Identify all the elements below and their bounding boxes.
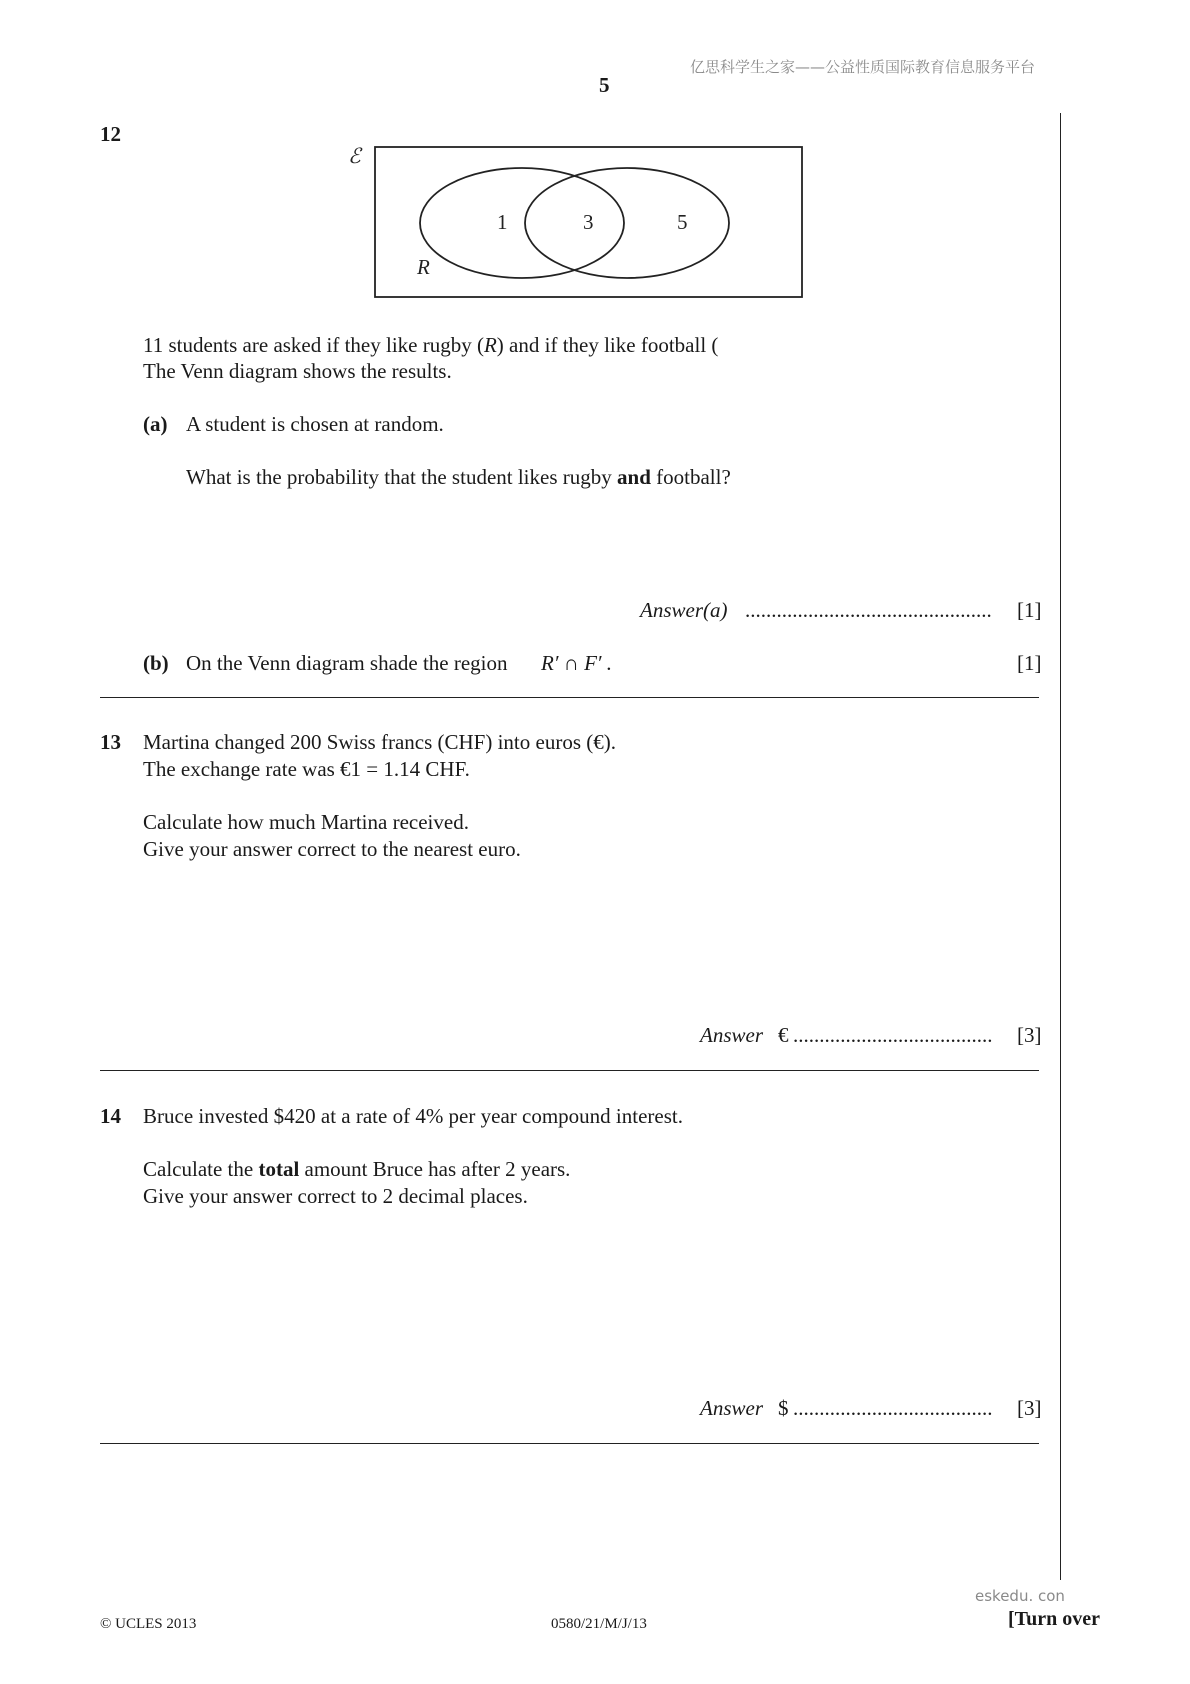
watermark-footer: eskedu. con <box>975 1587 1065 1605</box>
q14-answer-unit: $ <box>778 1396 789 1420</box>
watermark-header: 亿思科学生之家——公益性质国际教育信息服务平台 <box>690 58 1036 76</box>
q14-line1: Bruce invested $420 at a rate of 4% per year compound interest. <box>143 1104 683 1128</box>
q14-answer-label: Answer <box>700 1396 763 1420</box>
q12-intro-line2: The Venn diagram shows the results. <box>143 359 452 383</box>
q13-line1: Martina changed 200 Swiss francs (CHF) into euros (€). <box>143 730 616 754</box>
q13-line2: The exchange rate was €1 = 1.14 CHF. <box>143 757 470 781</box>
q14-marks: [3] <box>1017 1396 1042 1420</box>
q12a-question: What is the probability that the student likes rugby and football? <box>186 465 731 489</box>
q12a-label: (a) <box>143 412 168 436</box>
q12a-answer-line[interactable]: ............................................... <box>745 598 992 622</box>
page-number: 5 <box>599 73 610 97</box>
q14-line2: Calculate the total amount Bruce has after 2 years. <box>143 1157 571 1181</box>
divider <box>100 697 1039 698</box>
q13-answer-unit: € <box>778 1023 789 1047</box>
q14-answer-line[interactable]: ...................................... <box>793 1396 993 1420</box>
q13-answer-label: Answer <box>700 1023 763 1047</box>
q13-line4: Give your answer correct to the nearest euro. <box>143 837 521 861</box>
q13-marks: [3] <box>1017 1023 1042 1047</box>
q13-answer-line[interactable]: ...................................... <box>793 1023 993 1047</box>
divider <box>100 1443 1039 1444</box>
footer-copyright: © UCLES 2013 <box>100 1616 197 1632</box>
q14-line3: Give your answer correct to 2 decimal places. <box>143 1184 528 1208</box>
q12b-marks: [1] <box>1017 651 1042 675</box>
q12b-label: (b) <box>143 651 169 675</box>
q13-number: 13 <box>100 730 121 754</box>
q12b-text: On the Venn diagram shade the region <box>186 651 508 675</box>
footer-paper-code: 0580/21/M/J/13 <box>551 1616 647 1632</box>
q12a-answer-label: Answer(a) <box>640 598 728 622</box>
venn-set-f <box>525 168 729 278</box>
venn-universal-symbol: ℰ <box>348 144 361 168</box>
venn-region-r-only: 1 <box>497 210 508 234</box>
q12a-marks: [1] <box>1017 598 1042 622</box>
q12a-line1: A student is chosen at random. <box>186 412 444 436</box>
divider <box>100 1070 1039 1071</box>
venn-region-intersection: 3 <box>583 210 594 234</box>
q12b-expression: R′ ∩ F′ . <box>541 651 613 675</box>
footer-turn-over: [Turn over <box>1008 1608 1101 1630</box>
venn-diagram <box>340 140 810 310</box>
q13-line3: Calculate how much Martina received. <box>143 810 469 834</box>
venn-set-r-label: R <box>417 255 430 279</box>
q12-intro-line1: 11 students are asked if they like rugby (R) and if they like football ( <box>143 333 719 357</box>
margin-rule <box>1060 113 1061 1580</box>
venn-region-f-only: 5 <box>677 210 688 234</box>
q12-number: 12 <box>100 122 121 146</box>
q14-number: 14 <box>100 1104 121 1128</box>
